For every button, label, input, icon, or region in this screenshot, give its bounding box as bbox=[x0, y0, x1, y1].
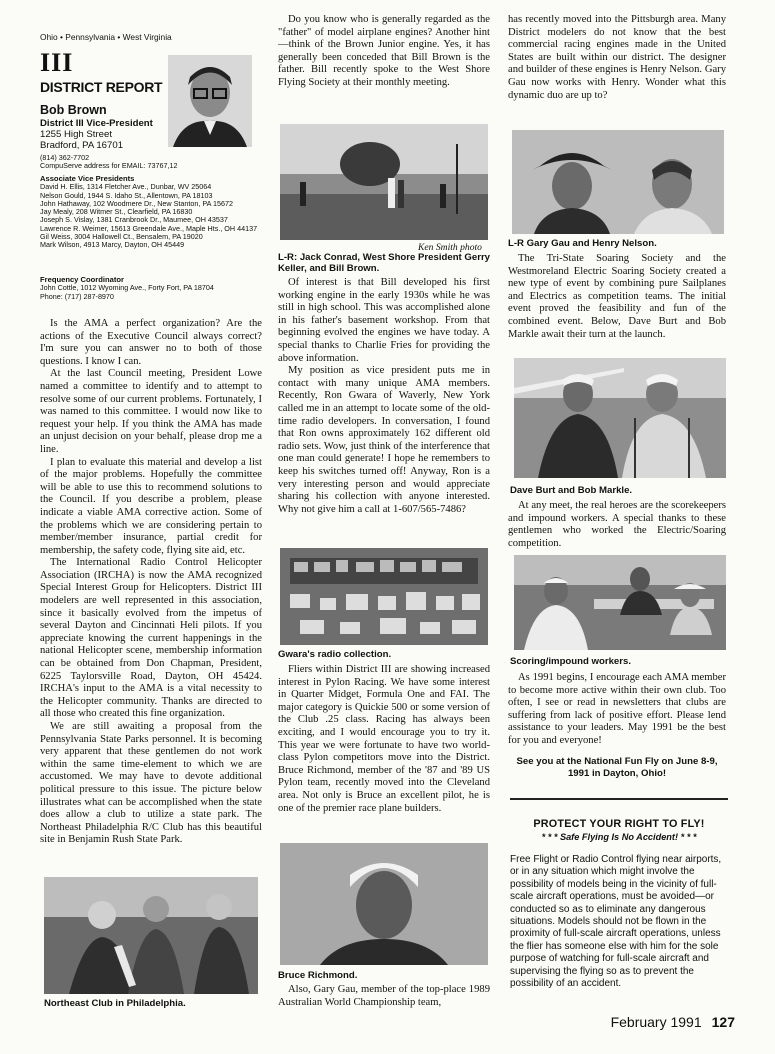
paragraph: has recently moved into the Pittsburgh area. Many District modelers do not know that the best commercial racing engines made in the United States are built within our district. The designer and builder of these engines is Henry Nelson. Gary Gau now works with Henry. Wonder what this dynamic duo are up to? bbox=[508, 14, 726, 101]
portrait-photo bbox=[168, 55, 252, 147]
vp-contact bbox=[40, 154, 265, 171]
vp-address-line2: Bradford, PA 16701 bbox=[40, 140, 124, 151]
column-2-mid bbox=[278, 277, 490, 516]
safety-box bbox=[510, 798, 728, 1012]
column-3-lower bbox=[508, 500, 726, 550]
paragraph: Do you know who is generally regarded as the "father" of model airplane engines? Another hint—think of the Brown Junior engine. Yes, it has generally been conceded that Bill Brown is the father. Bill recently spoke to the West Shore Flying Society at their monthly meeting. bbox=[278, 14, 490, 88]
column-2-bottom bbox=[278, 984, 490, 1009]
vp-name: Bob Brown bbox=[40, 103, 107, 117]
paragraph: My position as vice president puts me in contact with many unique AMA members. Recently, Ron Gwara of Waverly, New York called me in an attempt to locate some of the old-time radio developers. In conversation, I found that Ron owns approximately 162 different old radio sets. Wow, just think of the interference that one man could generate! I hope he remembers to keep his switches turned off! Anyway, Ron is a very interesting person and would appreciate sharing his collection with anyone interested. Why not give him a call at 1-607/565-7486? bbox=[278, 365, 490, 515]
paragraph: Also, Gary Gau, member of the top-place 1989 Australian World Championship team, bbox=[278, 984, 490, 1008]
associate-item: Nelson Gould, 1944 S. Idaho St., Allentown, PA 18103 bbox=[40, 190, 213, 200]
paragraph: Is the AMA a perfect organization? Are the actions of the Executive Council always correct? I'm sure you can answer no to both of those questions. I know I can. bbox=[40, 318, 262, 367]
vp-phone: (814) 362-7702 bbox=[40, 153, 90, 162]
safety-title: PROTECT YOUR RIGHT TO FLY! bbox=[533, 818, 705, 830]
safety-body: Free Flight or Radio Control flying near airports, or in any situation which might involve the possibility of models being in the vicinity of full-scale aircraft operations, must be avoided—or conducted so as to eliminate any dangerous situations. Models should not be flown in the proximity of full-scale aircraft operations, unless the flier has someone else with him for the sole purpose of watching for full-scale aircraft and supervising the flying so as to prevent the possibility of an accident. bbox=[510, 854, 722, 990]
column-3-mid bbox=[508, 253, 726, 341]
caption-burt: Dave Burt and Bob Markle. bbox=[510, 485, 633, 496]
associate-item: Gil Weiss, 3004 Hallowell Ct., Bensalem, PA 19020 bbox=[40, 232, 203, 242]
vp-title: District III Vice-President bbox=[40, 118, 153, 129]
associate-vps bbox=[40, 175, 265, 250]
vp-address-line1: 1255 High Street bbox=[40, 129, 112, 140]
associate-item: Mark Wilson, 4913 Marcy, Dayton, OH 45449 bbox=[40, 240, 185, 250]
associate-item: David H. Ellis, 1314 Fletcher Ave., Dunbar, WV 25064 bbox=[40, 182, 212, 192]
paragraph: The Tri-State Soaring Society and the Westmoreland Electric Soaring Society created a new type of event by combining pure Sailplanes and Electrics as competition teams. The initial event proved the feasibility and fun of the combined event. Below, Dave Burt and Bob Markle await their turn at the launch. bbox=[508, 253, 726, 340]
paragraph: At any meet, the real heroes are the scorekeepers and impound workers. A special thanks to these gentlemen who worked the Electric/Soaring competition. bbox=[508, 500, 726, 549]
paragraph: Fliers within District III are showing increased interest in Pylon Racing. We have some interest in Quarter Midget, Formula One and FAI. The major category is Quickie 500 or some version of the Club .25 class. Racing has always been exciting, and I would encourage you to try it. This year we were fortunate to have two world-class Pylon competitors move into the District. Bruce Richmond, member of the '87 and '89 US Pylon team, recently moved into the Cleveland area. Not only is Bruce an excellent pilot, he is one of the premier race plane builders. bbox=[278, 664, 490, 814]
column-2-top bbox=[278, 14, 490, 90]
column-3-bottom bbox=[508, 672, 726, 780]
closing-note: See you at the National Fun Fly on June 8-9, 1991 in Dayton, Ohio! bbox=[516, 755, 718, 779]
gau-nelson-photo bbox=[512, 130, 724, 234]
page-number: 127 bbox=[711, 1014, 735, 1030]
associate-item: John Hathaway, 102 Woodmere Dr., New Stanton, PA 15672 bbox=[40, 198, 233, 208]
caption-radio: Gwara's radio collection. bbox=[278, 649, 392, 660]
column-2-lower bbox=[278, 664, 490, 815]
safety-subtitle: * * * Safe Flying Is No Accident! * * * bbox=[541, 832, 697, 842]
caption-bruce: Bruce Richmond. bbox=[278, 970, 358, 981]
meeting-photo bbox=[280, 124, 488, 240]
caption-gau: L-R Gary Gau and Henry Nelson. bbox=[508, 238, 657, 249]
column-1 bbox=[40, 318, 262, 847]
frequency-phone: Phone: (717) 287-8970 bbox=[40, 291, 114, 301]
vp-email: CompuServe address for EMAIL: 73767,12 bbox=[40, 161, 178, 171]
paragraph: The International Radio Control Helicopter Association (IRCHA) is now the AMA recognized Special Interest Group for Helicopters. District III modelers are well represented in this association, since it basically evolved from the impetus of several Dayton and Cincinnati Heli pilots. If you appreciate knowing the current happenings in the national Helicopter scene, membership information can be obtained from Don Chapman, President, 6225 Taylorsville Road, Dayton, OH 45424. IRCHA's input to the AMA is a vital necessity to the Helicopter community. Thanks are directed to all those who created this fine organization. bbox=[40, 557, 262, 720]
burt-markle-photo bbox=[514, 358, 726, 478]
paragraph: At the last Council meeting, President Lowe named a committee to identify and to attempt to resolve some of our current problems. Fortunately, I was named to this committee. I would now like to request your help. If you think the AMA has made an unjust decision on your behalf, please drop me a line. bbox=[40, 368, 262, 455]
caption-northeast: Northeast Club in Philadelphia. bbox=[44, 998, 186, 1009]
paragraph: I plan to evaluate this material and develop a list of the major problems. Hopefully the committee will be able to use this to recommend solutions to the Council. If you describe a problem, please indicate a viable AMA corrective action. Some of the problems which we are considering pertain to member/member insurance, partial credit for membership, the safety code, flying site aid, etc. bbox=[40, 456, 262, 556]
page-title: DISTRICT REPORT bbox=[40, 79, 163, 95]
paragraph: Of interest is that Bill developed his first working engine in the early 1930s while he was still in high school. This was accomplished alone in his father's basement workshop. From that beginning evolved the engines we have today. A special thanks to Charlie Fries for providing the above information. bbox=[278, 277, 490, 364]
district-number: III bbox=[40, 48, 74, 77]
associate-item: Jay Mealy, 208 Witmer St., Clearfield, PA 16830 bbox=[40, 207, 193, 217]
frequency-coordinator bbox=[40, 276, 265, 301]
scoring-workers-photo bbox=[514, 555, 726, 650]
paragraph: We are still awaiting a proposal from the Pennsylvania State Parks personnel. It is becoming very apparent that these gentlemen do not work within the same time-element to which we are accustomed. We may have to devote additional political pressure to this issue. The picture below illustrates what can be accomplished when the state does allow a club to utilize a state park. The Northeast Philadelphia R/C Club has this beautiful site in Benjamin Rush State Park. bbox=[40, 721, 262, 846]
associate-item: Lawrence R. Weimer, 15613 Greendale Ave., Maple Hts., OH 44137 bbox=[40, 223, 258, 233]
page-footer bbox=[611, 1014, 735, 1030]
caption-meeting: L-R: Jack Conrad, West Shore President Gerry Keller, and Bill Brown. bbox=[278, 252, 491, 274]
column-3-top bbox=[508, 14, 726, 102]
frequency-label: Frequency Coordinator bbox=[40, 275, 124, 284]
caption-scoring: Scoring/impound workers. bbox=[510, 656, 632, 667]
photo-credit: Ken Smith photo bbox=[418, 242, 482, 253]
associate-item: Joseph S. Vislay, 1381 Cranbrook Dr., Maumee, OH 43537 bbox=[40, 215, 228, 225]
radio-collection-photo bbox=[280, 548, 488, 645]
northeast-club-photo bbox=[44, 877, 258, 994]
frequency-line: John Cottle, 1012 Wyoming Ave., Forty Fort, PA 18704 bbox=[40, 283, 214, 293]
paragraph: As 1991 begins, I encourage each AMA member to become more active within their own club. Too often, I see or read in newsletters that clubs are suffering from lack of positive effort. Please lend assistance to your leaders. May 1991 be the best for you and everyone! bbox=[508, 672, 726, 746]
bruce-richmond-photo bbox=[280, 843, 488, 965]
issue-date: February 1991 bbox=[610, 1014, 702, 1030]
associate-label: Associate Vice Presidents bbox=[40, 174, 135, 183]
states-line: Ohio • Pennsylvania • West Virginia bbox=[40, 32, 172, 42]
vp-address bbox=[40, 129, 123, 151]
